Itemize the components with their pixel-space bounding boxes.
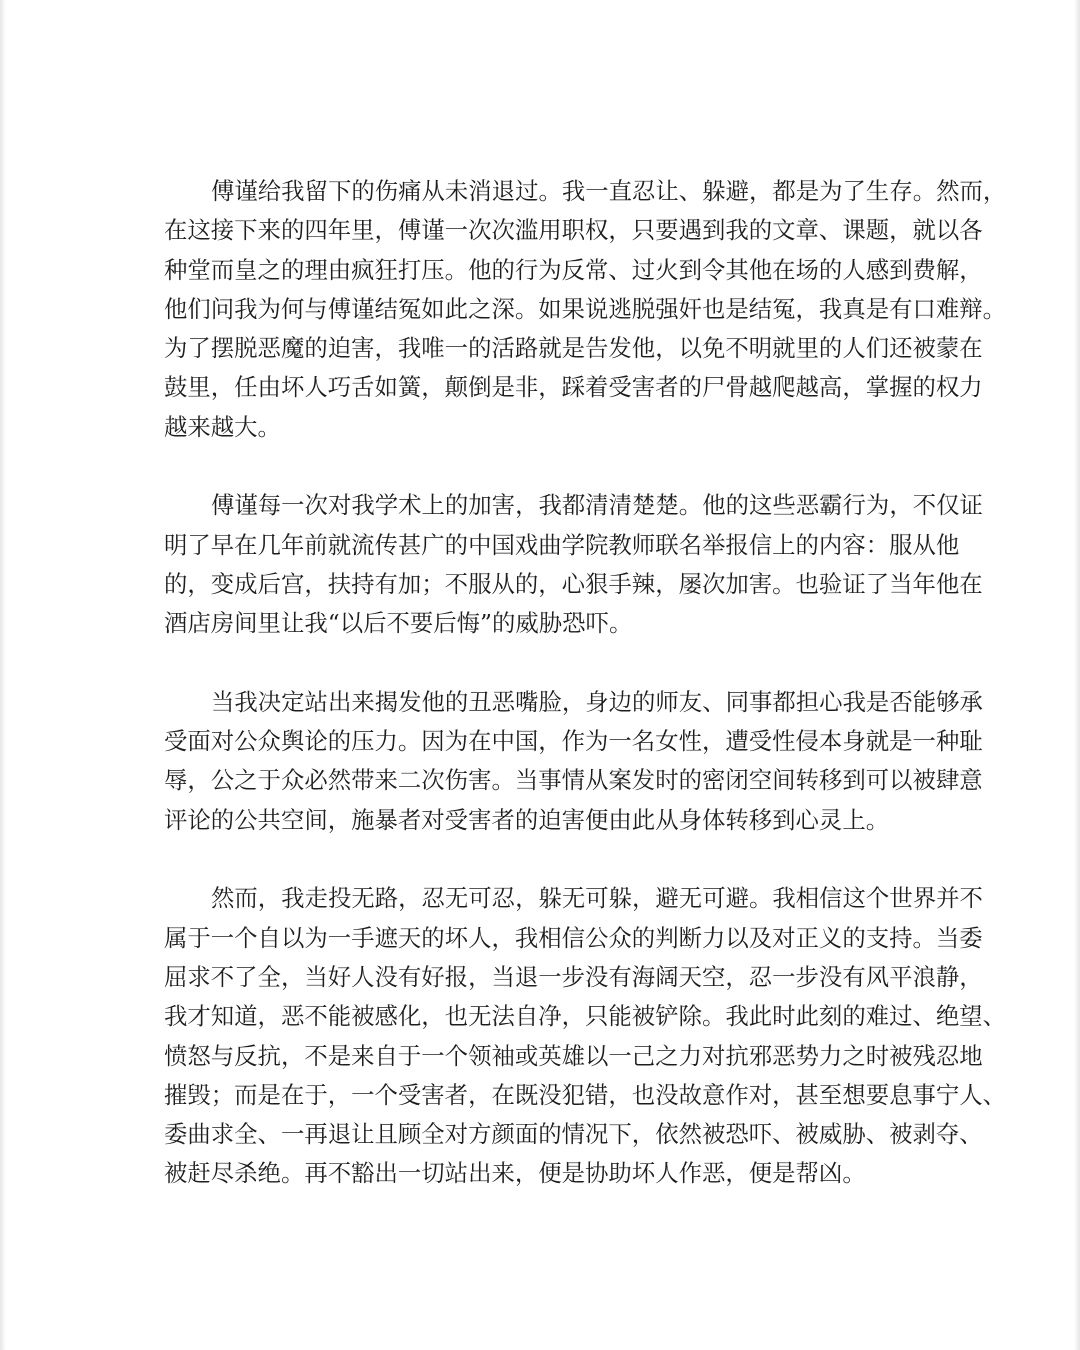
paragraph-line: 酒店房间里让我“以后不要后悔”的威胁恐吓。 <box>164 609 633 638</box>
paragraph-line: 傅谨每一次对我学术上的加害，我都清清楚楚。他的这些恶霸行为，不仅证 <box>211 491 983 520</box>
paragraph-line: 为了摆脱恶魔的迫害，我唯一的活路就是告发他，以免不明就里的人们还被蒙在 <box>164 334 983 363</box>
paragraph-line: 委曲求全、一再退让且顾全对方颜面的情况下，依然被恐吓、被威胁、被剥夺、 <box>164 1120 983 1149</box>
paragraph-line: 然而，我走投无路，忍无可忍，躲无可躲，避无可避。我相信这个世界并不 <box>211 884 983 913</box>
paragraph-line: 属于一个自以为一手遮天的坏人，我相信公众的判断力以及对正义的支持。当委 <box>164 923 983 952</box>
paragraph <box>164 486 983 643</box>
paragraph-line: 受面对公众舆论的压力。因为在中国，作为一名女性，遭受性侵本身就是一种耻 <box>164 727 983 756</box>
paragraph-line: 越来越大。 <box>164 412 281 441</box>
paragraph <box>164 683 983 840</box>
paragraph-line: 明了早在几年前就流传甚广的中国戏曲学院教师联名举报信上的内容：服从他 <box>164 530 960 559</box>
paragraph <box>164 172 1007 447</box>
paragraph-line: 当我决定站出来揭发他的丑恶嘴脸，身边的师友、同事都担心我是否能够承 <box>211 687 983 716</box>
paragraph-line: 评论的公共空间，施暴者对受害者的迫害便由此从身体转移到心灵上。 <box>164 805 890 834</box>
page-left-edge-shadow <box>0 0 6 1350</box>
paragraph-line: 被赶尽杀绝。再不豁出一切站出来，便是协助坏人作恶，便是帮凶。 <box>164 1159 866 1188</box>
paragraph-line: 辱，公之于众必然带来二次伤害。当事情从案发时的密闭空间转移到可以被肆意 <box>164 766 983 795</box>
paragraph-line: 种堂而皇之的理由疯狂打压。他的行为反常、过火到令其他在场的人感到费解， <box>164 255 983 284</box>
paragraph-line: 摧毁；而是在于，一个受害者，在既没犯错，也没故意作对，甚至想要息事宁人、 <box>164 1080 1007 1109</box>
paragraph-line: 他们问我为何与傅谨结冤如此之深。如果说逃脱强奸也是结冤，我真是有口难辩。 <box>164 294 1007 323</box>
paragraph-line: 屈求不了全，当好人没有好报，当退一步没有海阔天空，忍一步没有风平浪静， <box>164 962 983 991</box>
page-right-edge-shadow <box>1074 0 1080 1350</box>
document-body <box>164 172 1007 1194</box>
paragraph <box>164 879 1007 1193</box>
paragraph-line: 在这接下来的四年里，傅谨一次次滥用职权，只要遇到我的文章、课题，就以各 <box>164 216 983 245</box>
paragraph-line: 的，变成后宫，扶持有加；不服从的，心狠手辣，屡次加害。也验证了当年他在 <box>164 569 983 598</box>
paragraph-line: 鼓里，任由坏人巧舌如簧，颠倒是非，踩着受害者的尸骨越爬越高，掌握的权力 <box>164 373 983 402</box>
paragraph-line: 愤怒与反抗，不是来自于一个领袖或英雄以一己之力对抗邪恶势力之时被残忍地 <box>164 1041 983 1070</box>
paragraph-line: 傅谨给我留下的伤痛从未消退过。我一直忍让、躲避，都是为了生存。然而， <box>211 177 1007 205</box>
paragraph-line: 我才知道，恶不能被感化，也无法自净，只能被铲除。我此时此刻的难过、绝望、 <box>164 1002 1007 1031</box>
